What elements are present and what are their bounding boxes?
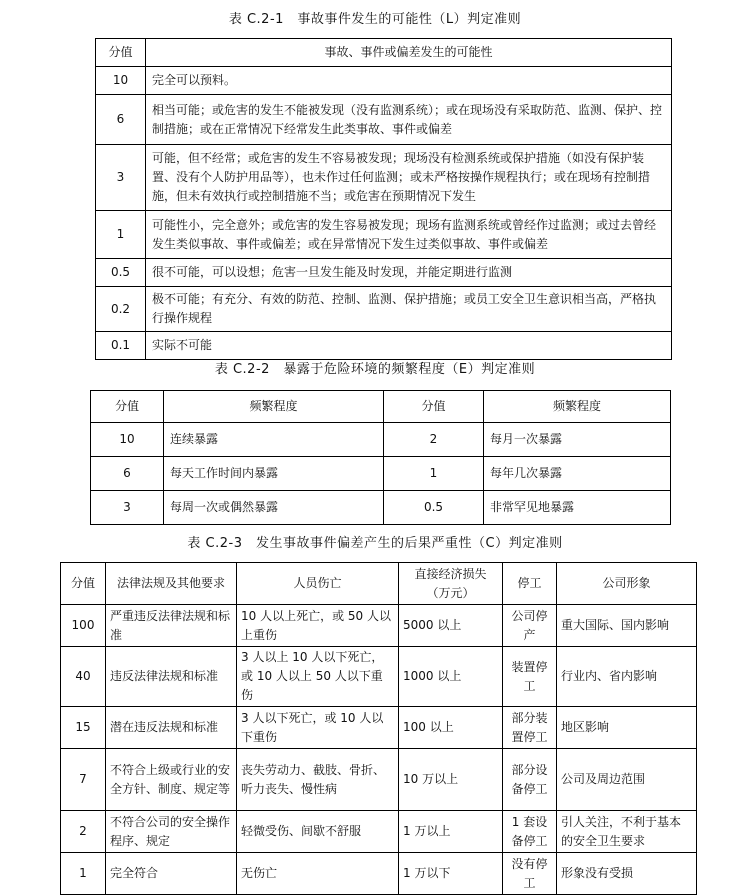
table-header-row	[61, 563, 697, 605]
casualties-cell: 3 人以下死亡，或 10 人以下重伤	[237, 707, 399, 749]
score-cell: 0.5	[96, 259, 146, 287]
shutdown-cell: 部分装置停工	[503, 707, 557, 749]
table-row	[96, 259, 672, 287]
shutdown-cell: 装置停工	[503, 647, 557, 707]
economic-loss-cell: 1000 以上	[399, 647, 503, 707]
frequency-cell: 非常罕见地暴露	[484, 491, 671, 525]
score-cell: 0.2	[96, 287, 146, 332]
legal-cell: 严重违反法律法规和标准	[106, 605, 237, 647]
score-cell: 6	[96, 95, 146, 145]
legal-cell: 不符合上级或行业的安全方针、制度、规定等	[106, 749, 237, 811]
header-economic-loss: 直接经济损失（万元）	[399, 563, 503, 605]
desc-cell: 相当可能；或危害的发生不能被发现（没有监测系统）；或在现场没有采取防范、监测、保护、控制措施；或在正常情况下经常发生此类事故、事件或偏差	[146, 95, 672, 145]
score-cell: 100	[61, 605, 106, 647]
header-score: 分值	[61, 563, 106, 605]
header-legal: 法律法规及其他要求	[106, 563, 237, 605]
header-frequency: 频繁程度	[164, 391, 384, 423]
economic-loss-cell: 5000 以上	[399, 605, 503, 647]
table-row	[96, 95, 672, 145]
table-row	[96, 211, 672, 259]
score-cell: 1	[96, 211, 146, 259]
desc-cell: 可能，但不经常；或危害的发生不容易被发现；现场没有检测系统或保护措施（如没有保护装置、没有个人防护用品等），也未作过任何监测；或未严格按操作规程执行；或在现场有控制措施，但未有效执行或控制措施不当；或危害在预期情况下发生	[146, 145, 672, 211]
frequency-cell: 每天工作时间内暴露	[164, 457, 384, 491]
table-row	[91, 491, 671, 525]
casualties-cell: 轻微受伤、间歇不舒服	[237, 811, 399, 853]
desc-cell: 极不可能；有充分、有效的防范、控制、监测、保护措施；或员工安全卫生意识相当高，严格执行操作规程	[146, 287, 672, 332]
table-row	[61, 811, 697, 853]
table-row	[61, 853, 697, 895]
image-cell: 行业内、省内影响	[557, 647, 697, 707]
header-shutdown: 停工	[503, 563, 557, 605]
header-score: 分值	[91, 391, 164, 423]
legal-cell: 不符合公司的安全操作程序、规定	[106, 811, 237, 853]
economic-loss-cell: 10 万以上	[399, 749, 503, 811]
score-cell: 10	[96, 67, 146, 95]
header-casualties: 人员伤亡	[237, 563, 399, 605]
casualties-cell: 丧失劳动力、截肢、骨折、听力丧失、慢性病	[237, 749, 399, 811]
image-cell: 引人关注，不利于基本的安全卫生要求	[557, 811, 697, 853]
image-cell: 公司及周边范围	[557, 749, 697, 811]
image-cell: 形象没有受损	[557, 853, 697, 895]
table2-caption: 表 C.2-2 暴露于危险环境的频繁程度（E）判定准则	[214, 362, 536, 377]
score-cell: 3	[96, 145, 146, 211]
shutdown-cell: 1 套设备停工	[503, 811, 557, 853]
casualties-cell: 3 人以上 10 人以下死亡，或 10 人以上 50 人以下重伤	[237, 647, 399, 707]
score-cell: 2	[61, 811, 106, 853]
score-cell: 6	[91, 457, 164, 491]
frequency-cell: 每周一次或偶然暴露	[164, 491, 384, 525]
consequence-table	[60, 562, 697, 895]
shutdown-cell: 公司停产	[503, 605, 557, 647]
score-cell: 2	[384, 423, 484, 457]
score-cell: 0.5	[384, 491, 484, 525]
table-row	[61, 749, 697, 811]
table-row	[96, 67, 672, 95]
frequency-cell: 每年几次暴露	[484, 457, 671, 491]
score-cell: 40	[61, 647, 106, 707]
image-cell: 地区影响	[557, 707, 697, 749]
desc-cell: 很不可能，可以设想；危害一旦发生能及时发现，并能定期进行监测	[146, 259, 672, 287]
score-cell: 1	[61, 853, 106, 895]
desc-cell: 完全可以预料。	[146, 67, 672, 95]
header-score: 分值	[384, 391, 484, 423]
exposure-table	[90, 390, 671, 525]
header-frequency: 频繁程度	[484, 391, 671, 423]
casualties-cell: 无伤亡	[237, 853, 399, 895]
frequency-cell: 每月一次暴露	[484, 423, 671, 457]
shutdown-cell: 部分设备停工	[503, 749, 557, 811]
table3-caption: 表 C.2-3 发生事故事件偏差产生的后果严重性（C）判定准则	[187, 536, 563, 551]
score-cell: 3	[91, 491, 164, 525]
table-row	[91, 457, 671, 491]
frequency-cell: 连续暴露	[164, 423, 384, 457]
score-cell: 10	[91, 423, 164, 457]
table-row	[96, 332, 672, 360]
header-image: 公司形象	[557, 563, 697, 605]
desc-cell: 可能性小，完全意外；或危害的发生容易被发现；现场有监测系统或曾经作过监测；或过去曾经发生类似事故、事件或偏差；或在异常情况下发生过类似事故、事件或偏差	[146, 211, 672, 259]
table-row	[61, 707, 697, 749]
desc-cell: 实际不可能	[146, 332, 672, 360]
economic-loss-cell: 1 万以上	[399, 811, 503, 853]
image-cell: 重大国际、国内影响	[557, 605, 697, 647]
header-likelihood: 事故、事件或偏差发生的可能性	[146, 39, 672, 67]
table-row	[91, 423, 671, 457]
table-row	[61, 647, 697, 707]
table-row	[96, 287, 672, 332]
score-cell: 0.1	[96, 332, 146, 360]
header-score: 分值	[96, 39, 146, 67]
likelihood-table	[95, 38, 672, 360]
legal-cell: 潜在违反法规和标准	[106, 707, 237, 749]
legal-cell: 完全符合	[106, 853, 237, 895]
table-header-row	[91, 391, 671, 423]
score-cell: 7	[61, 749, 106, 811]
table-row	[61, 605, 697, 647]
table1-caption: 表 C.2-1 事故事件发生的可能性（L）判定准则	[228, 12, 522, 27]
shutdown-cell: 没有停工	[503, 853, 557, 895]
casualties-cell: 10 人以上死亡，或 50 人以上重伤	[237, 605, 399, 647]
table-header-row	[96, 39, 672, 67]
table-row	[96, 145, 672, 211]
legal-cell: 违反法律法规和标准	[106, 647, 237, 707]
economic-loss-cell: 100 以上	[399, 707, 503, 749]
score-cell: 15	[61, 707, 106, 749]
economic-loss-cell: 1 万以下	[399, 853, 503, 895]
score-cell: 1	[384, 457, 484, 491]
